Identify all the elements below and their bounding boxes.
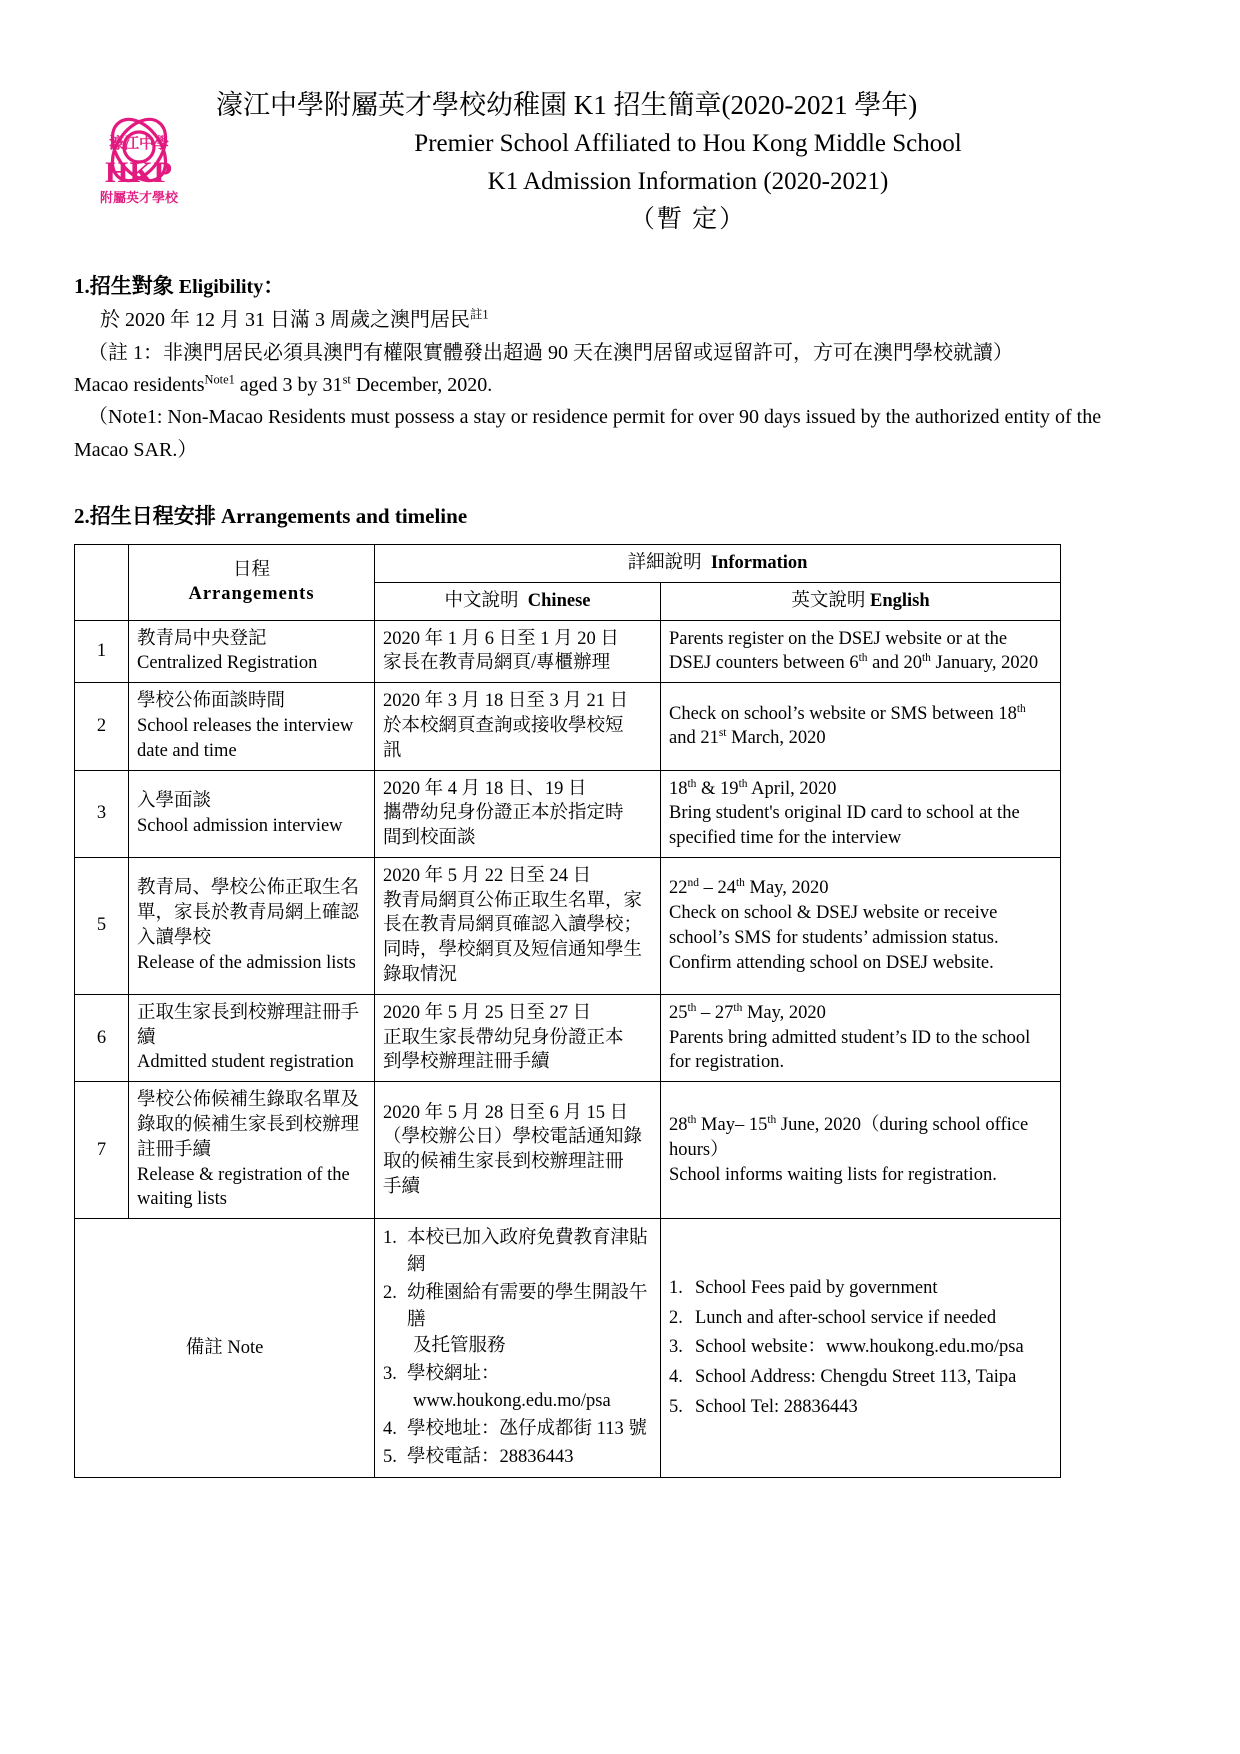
arrangement-cjk: 教青局中央登記 — [137, 628, 267, 649]
row-english-info: 22nd – 24th May, 2020 Check on school & DSEJ website or receive school’s SMS for students’ admission status. Confirm attending school on DSEJ website. — [661, 857, 1061, 994]
document-title-en-1: Premier School Affiliated to Hou Kong Middle School — [414, 130, 962, 158]
section-1-title-en: Eligibility — [178, 276, 264, 299]
section-2-heading — [74, 500, 1166, 530]
row-chinese-info — [375, 1082, 661, 1219]
document-title-provisional: （暫 定） — [629, 206, 747, 234]
chinese-line: 2020 年 1 月 6 日至 1 月 20 日 — [383, 628, 619, 649]
arrangement-en: Admitted student registration — [137, 1052, 354, 1073]
svg-text:附屬英才學校: 附屬英才學校 — [99, 190, 179, 205]
arrangement-en: Release of the admission lists — [137, 952, 356, 973]
chinese-line: 取的候補生家長到校辦理註冊 — [383, 1152, 624, 1173]
arrangement-cjk: 學校公佈候補生錄取名單及錄取的候補生家長到校辦理註冊手續 — [137, 1090, 360, 1160]
row-number: 1 — [75, 620, 129, 683]
table-row — [75, 994, 1061, 1081]
header-information-en: Information — [710, 553, 808, 574]
header-cell-blank — [75, 545, 129, 621]
row-chinese-info — [375, 994, 661, 1081]
chinese-line: 同時，學校網頁及短信通知學生 — [383, 940, 643, 961]
eligibility-en-text-end: December, 2020. — [350, 373, 493, 396]
chinese-line: 訊 — [383, 740, 402, 761]
note-subtext: 及托管服務 — [413, 1336, 506, 1357]
section-1-number: 1. — [74, 274, 90, 299]
row-arrangement — [129, 1082, 375, 1219]
note-item — [669, 1304, 1052, 1333]
table-row — [75, 620, 1061, 683]
arrangement-en: Centralized Registration — [137, 653, 318, 674]
note-marker: 4. — [669, 1367, 683, 1388]
note-marker: 1. — [383, 1228, 397, 1249]
row-english-info: 28th May– 15th June, 2020（during school office hours） School informs waiting lists for registration. — [661, 1082, 1061, 1219]
table-header-row-1 — [75, 545, 1061, 583]
eligibility-line-cjk — [74, 304, 1166, 336]
arrangement-en: School admission interview — [137, 815, 343, 836]
eligibility-line-en — [74, 369, 1166, 401]
note-text: 本校已加入政府免費教育津貼網 — [407, 1228, 648, 1275]
chinese-line: 攜帶幼兒身份證正本於指定時 — [383, 803, 624, 824]
row-arrangement — [129, 994, 375, 1081]
section-1-title-cjk: 招生對象 — [89, 274, 174, 299]
note-item — [383, 1361, 652, 1415]
note-text: School Tel: 28836443 — [695, 1396, 858, 1417]
row-number: 2 — [75, 683, 129, 770]
svg-text:濠江中學: 濠江中學 — [108, 136, 170, 152]
row-number: 5 — [75, 857, 129, 994]
row-chinese-info — [375, 620, 661, 683]
header-cell-chinese — [375, 582, 661, 620]
chinese-line: 於本校網頁查詢或接收學校短 — [383, 716, 624, 736]
chinese-line: 2020 年 3 月 18 日至 3 月 21 日 — [383, 691, 629, 712]
header-english-cjk: 英文說明 — [791, 590, 866, 611]
header-cell-english — [661, 582, 1061, 620]
arrangement-cjk: 正取生家長到校辦理註冊手續 — [137, 1002, 360, 1048]
note-marker: 3. — [669, 1337, 683, 1358]
arrangement-en: School releases the interview date and time — [137, 716, 354, 761]
header-information-cjk: 詳細說明 — [627, 553, 702, 574]
table-row — [75, 857, 1061, 994]
section-2-title-en: Arrangements and timeline — [221, 504, 468, 529]
eligibility-note-en-line2: Macao SAR.） — [74, 438, 198, 461]
note-text: School Fees paid by government — [695, 1278, 938, 1299]
chinese-line: 家長在教青局網頁/專櫃辦理 — [383, 653, 611, 674]
row-number: 7 — [75, 1082, 129, 1219]
note-text: 幼稚園給有需要的學生開設午膳 — [407, 1282, 648, 1330]
table-header — [75, 545, 1061, 621]
note-english-cell — [661, 1219, 1061, 1478]
row-number: 6 — [75, 994, 129, 1081]
section-1-colon: ： — [263, 274, 285, 299]
note-marker: 3. — [383, 1364, 397, 1385]
note-item — [669, 1393, 1052, 1422]
chinese-line: 2020 年 5 月 22 日至 24 日 — [383, 865, 592, 886]
chinese-line: 到學校辦理註冊手續 — [383, 1052, 550, 1073]
note-item — [669, 1333, 1052, 1362]
arrangement-cjk: 入學面談 — [137, 790, 212, 811]
note-text: 學校網址： — [407, 1364, 500, 1385]
chinese-line: 2020 年 4 月 18 日、19 日 — [383, 778, 587, 799]
eligibility-en-note-marker: Note1 — [204, 372, 235, 387]
row-chinese-info — [375, 857, 661, 994]
note-item — [669, 1274, 1052, 1303]
note-item — [383, 1444, 652, 1471]
table-row — [75, 770, 1061, 857]
row-arrangement — [129, 683, 375, 770]
row-arrangement — [129, 770, 375, 857]
row-english-info: 25th – 27th May, 2020 Parents bring admitted student’s ID to the school for registration. — [661, 994, 1061, 1081]
title-block — [204, 86, 1166, 240]
chinese-line: 手續 — [383, 1176, 421, 1197]
row-chinese-info — [375, 683, 661, 770]
header-arrangements-cjk: 日程 — [232, 559, 270, 580]
note-text: School website：www.houkong.edu.mo/psa — [695, 1337, 1024, 1358]
note-text: School Address: Chengdu Street 113, Taipa — [695, 1367, 1017, 1388]
table-row — [75, 683, 1061, 770]
section-2-title-cjk: 招生日程安排 — [89, 504, 216, 529]
header-english-en: English — [870, 590, 930, 611]
row-arrangement — [129, 857, 375, 994]
note-item — [669, 1363, 1052, 1392]
header-cell-arrangements — [129, 545, 375, 621]
header-cell-information — [375, 545, 1061, 583]
document-header — [74, 86, 1166, 240]
note-marker: 5. — [669, 1396, 683, 1417]
note-item — [383, 1225, 652, 1279]
document-title-en-2: K1 Admission Information (2020-2021) — [487, 167, 889, 195]
row-number: 3 — [75, 770, 129, 857]
note-item — [383, 1416, 652, 1443]
eligibility-note-en-line1: （Note1: Non-Macao Residents must possess a stay or residence permit for over 90 days issued by the authorized entity of the — [88, 406, 1102, 429]
note-text: 學校地址：氹仔成都街 113 號 — [407, 1418, 647, 1439]
chinese-line: 長在教青局網頁確認入讀學校； — [383, 915, 643, 936]
header-arrangements-en: Arrangements — [188, 584, 315, 605]
document-title-cjk: 濠江中學附屬英才學校幼稚園 K1 招生簡章(2020-2021 學年) — [216, 90, 918, 120]
chinese-line: 2020 年 5 月 28 日至 6 月 15 日 — [383, 1102, 629, 1123]
section-1-heading — [74, 270, 1166, 300]
eligibility-cjk-text: 於 2020 年 12 月 31 日滿 3 周歲之澳門居民 — [100, 309, 470, 332]
note-marker: 2. — [383, 1282, 397, 1303]
ordinal-st: st — [342, 372, 351, 387]
chinese-line: 間到校面談 — [383, 828, 476, 849]
eligibility-note-cjk: （註 1：非澳門居民必須具澳門有權限實體發出超過 90 天在澳門居留或逗留許可，方可在澳門學校就讀） — [88, 341, 1013, 364]
row-chinese-info — [375, 770, 661, 857]
note-list-english — [669, 1274, 1052, 1421]
note-subtext: www.houkong.edu.mo/psa — [413, 1390, 611, 1411]
chinese-line: 錄取情況 — [383, 965, 458, 986]
row-english-info: Parents register on the DSEJ website or at the DSEJ counters between 6th and 20th January, 2020 — [661, 620, 1061, 683]
eligibility-cjk-note-marker: 註1 — [470, 307, 489, 322]
header-chinese-cjk: 中文說明 — [444, 590, 519, 611]
chinese-line: 正取生家長帶幼兒身份證正本 — [383, 1027, 624, 1048]
note-marker: 5. — [383, 1446, 397, 1467]
section-2-number: 2. — [74, 504, 90, 529]
note-text: 學校電話：28836443 — [407, 1446, 574, 1467]
chinese-line: 教青局網頁公佈正取生名單，家 — [383, 890, 643, 911]
school-logo — [74, 90, 204, 210]
note-marker: 4. — [383, 1418, 397, 1439]
arrangement-en: Release & registration of the waiting lists — [137, 1164, 350, 1210]
row-english-info: 18th & 19th April, 2020 Bring student's original ID card to school at the specified time for the interview — [661, 770, 1061, 857]
table-body — [75, 620, 1061, 1478]
chinese-line: 2020 年 5 月 25 日至 27 日 — [383, 1002, 592, 1023]
note-item — [383, 1280, 652, 1360]
svg-text:HKP: HKP — [105, 156, 173, 189]
table-note-row — [75, 1219, 1061, 1478]
note-list-chinese — [383, 1225, 652, 1470]
eligibility-en-text: Macao residents — [74, 373, 205, 396]
note-chinese-cell — [375, 1219, 661, 1478]
table-row — [75, 1082, 1061, 1219]
note-marker: 2. — [669, 1307, 683, 1328]
admission-schedule-table — [74, 544, 1061, 1478]
eligibility-en-text-mid: aged 3 by 31 — [234, 373, 343, 396]
row-english-info: Check on school’s website or SMS between 18th and 21st March, 2020 — [661, 683, 1061, 770]
header-chinese-en: Chinese — [527, 590, 591, 611]
arrangement-cjk: 學校公佈面談時間 — [137, 691, 286, 712]
row-arrangement — [129, 620, 375, 683]
chinese-line: （學校辦公日）學校電話通知錄 — [383, 1127, 643, 1148]
arrangement-cjk: 教青局、學校公佈正取生名單，家長於教青局網上確認入讀學校 — [137, 878, 360, 948]
note-label: 備註 Note — [75, 1219, 375, 1478]
note-text: Lunch and after-school service if needed — [695, 1307, 997, 1328]
note-marker: 1. — [669, 1278, 683, 1299]
